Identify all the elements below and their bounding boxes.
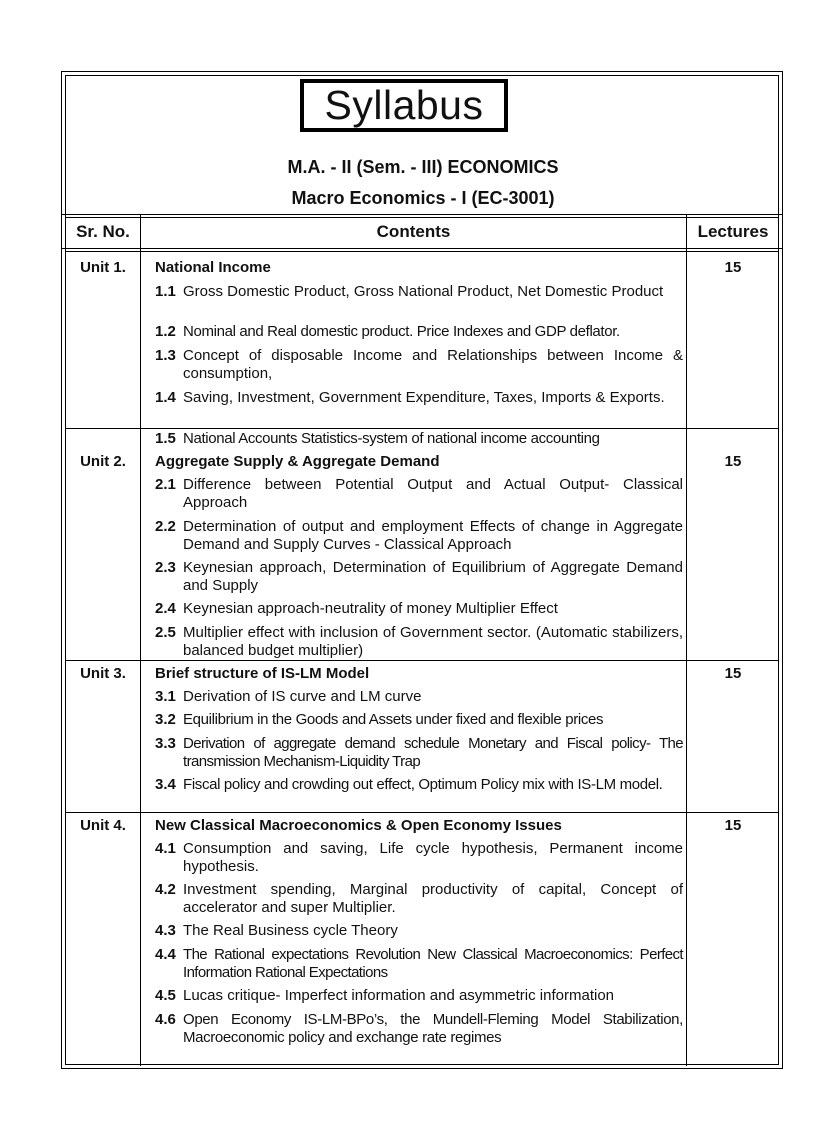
topic-1-1: 1.1 Gross Domestic Product, Gross National Product, Net Domestic Product bbox=[155, 283, 664, 300]
column-header-lectures: Lectures bbox=[697, 222, 769, 241]
topic-4-5: 4.5 Lucas critique- Imperfect information and asymmetric information bbox=[155, 987, 615, 1004]
unit-3-title: Brief structure of IS-LM Model bbox=[155, 665, 370, 682]
topic-4-4: 4.4 The Rational expectations Revolution New Classical Macroeconomics: Perfect Information Rational Expectations bbox=[155, 946, 683, 981]
syllabus-title: Syllabus bbox=[300, 79, 508, 132]
unit-4-title: New Classical Macroeconomics & Open Economy Issues bbox=[155, 817, 562, 834]
column-divider-2 bbox=[686, 214, 687, 1066]
topic-2-5: 2.5 Multiplier effect with inclusion of Government sector. (Automatic stabilizers, balanced budget multiplier) bbox=[155, 624, 683, 659]
column-divider-1 bbox=[140, 214, 141, 1066]
topic-1-4: 1.4 Saving, Investment, Government Expenditure, Taxes, Imports & Exports. bbox=[155, 389, 665, 406]
row-divider-1 bbox=[65, 428, 779, 429]
topic-3-3: 3.3 Derivation of aggregate demand schedule Monetary and Fiscal policy- The transmission Mechanism-Liquidity Trap bbox=[155, 735, 683, 770]
unit-3-label: Unit 3. bbox=[80, 665, 126, 682]
header-bottom-border-inner bbox=[65, 251, 779, 252]
course-title: Macro Economics - I (EC-3001) bbox=[291, 188, 555, 208]
topic-4-2: 4.2 Investment spending, Marginal productivity of capital, Concept of accelerator and super Multiplier. bbox=[155, 881, 683, 916]
column-header-contents: Contents bbox=[376, 222, 451, 241]
unit-3-lectures: 15 bbox=[724, 665, 742, 682]
topic-1-5: 1.5 National Accounts Statistics-system of national income accounting bbox=[155, 430, 600, 447]
unit-2-lectures: 15 bbox=[724, 453, 742, 470]
topic-1-3: 1.3 Concept of disposable Income and Relationships between Income & consumption, bbox=[155, 347, 683, 382]
topic-4-3: 4.3 The Real Business cycle Theory bbox=[155, 922, 398, 939]
column-header-sr-no: Sr. No. bbox=[76, 222, 130, 241]
row-divider-2 bbox=[65, 660, 779, 661]
unit-2-label: Unit 2. bbox=[80, 453, 126, 470]
topic-4-1: 4.1 Consumption and saving, Life cycle hypothesis, Permanent income hypothesis. bbox=[155, 840, 683, 875]
unit-4-lectures: 15 bbox=[724, 817, 742, 834]
program-title: M.A. - II (Sem. - III) ECONOMICS bbox=[287, 157, 559, 177]
row-divider-3 bbox=[65, 812, 779, 813]
topic-2-3: 2.3 Keynesian approach, Determination of Equilibrium of Aggregate Demand and Supply bbox=[155, 559, 683, 594]
topic-2-2: 2.2 Determination of output and employment Effects of change in Aggregate Demand and Supply Curves - Classical Approach bbox=[155, 518, 683, 553]
topic-3-2: 3.2 Equilibrium in the Goods and Assets under fixed and flexible prices bbox=[155, 711, 604, 728]
table-top-border bbox=[61, 214, 783, 215]
topic-3-4: 3.4 Fiscal policy and crowding out effect, Optimum Policy mix with IS-LM model. bbox=[155, 776, 663, 793]
unit-4-label: Unit 4. bbox=[80, 817, 126, 834]
header-bottom-border bbox=[61, 248, 783, 249]
unit-1-lectures: 15 bbox=[724, 259, 742, 276]
topic-2-1: 2.1 Difference between Potential Output and Actual Output- Classical Approach bbox=[155, 476, 683, 511]
topic-3-1: 3.1 Derivation of IS curve and LM curve bbox=[155, 688, 422, 705]
unit-2-title: Aggregate Supply & Aggregate Demand bbox=[155, 453, 440, 470]
topic-1-2: 1.2 Nominal and Real domestic product. Price Indexes and GDP deflator. bbox=[155, 323, 620, 340]
table-top-border-inner bbox=[65, 217, 779, 218]
unit-1-title: National Income bbox=[155, 259, 271, 276]
unit-1-label: Unit 1. bbox=[80, 259, 126, 276]
topic-2-4: 2.4 Keynesian approach-neutrality of money Multiplier Effect bbox=[155, 600, 558, 617]
topic-4-6: 4.6 Open Economy IS-LM-BPo’s, the Mundell-Fleming Model Stabilization, Macroeconomic policy and exchange rate regimes bbox=[155, 1011, 683, 1046]
